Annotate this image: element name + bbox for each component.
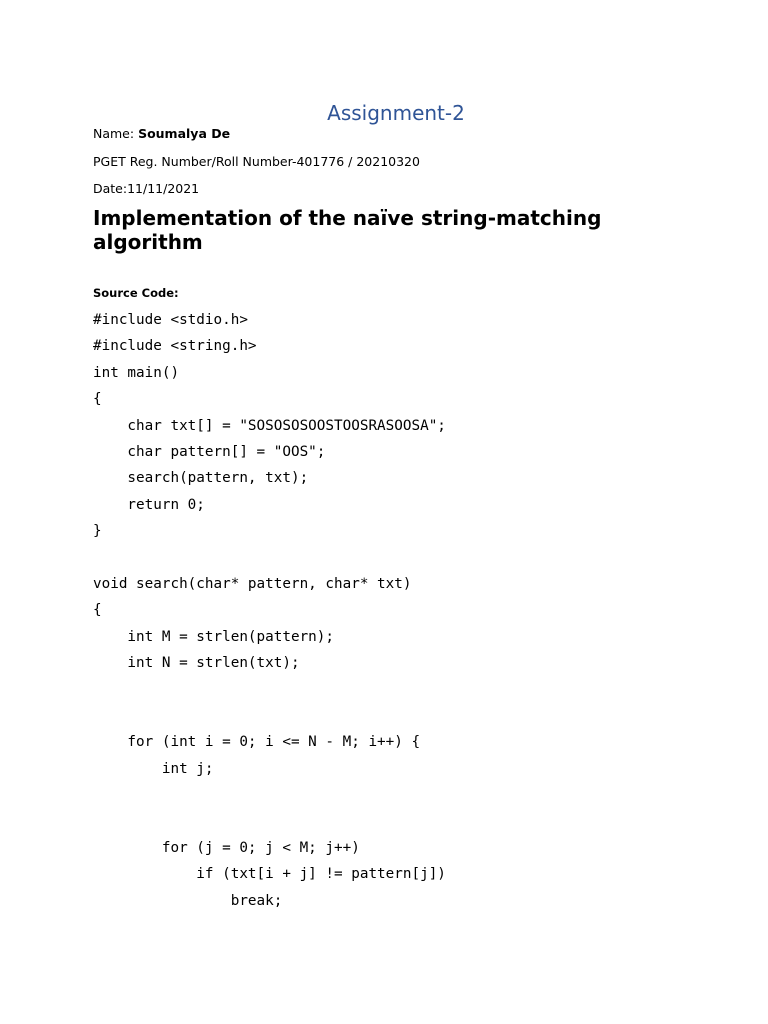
code-line: for (j = 0; j < M; j++) xyxy=(93,839,360,856)
code-line xyxy=(93,703,446,729)
code-line: int j; xyxy=(93,760,214,777)
source-code-block xyxy=(93,307,446,914)
author-name-line xyxy=(93,125,230,143)
code-line: if (txt[i + j] != pattern[j]) xyxy=(93,866,446,883)
name-label: Name: xyxy=(93,126,139,141)
code-line: break; xyxy=(93,892,283,909)
code-line xyxy=(93,808,446,834)
section-heading: Implementation of the naïve string-matching algorithm xyxy=(93,206,602,254)
code-line: #include <stdio.h> xyxy=(93,312,248,328)
code-line: } xyxy=(93,523,102,540)
code-line: { xyxy=(93,391,102,408)
code-line: { xyxy=(93,602,102,619)
code-line: char txt[] = "SOSOSOSOOSTOOSRASOOSA"; xyxy=(93,417,446,434)
code-line: int N = strlen(txt); xyxy=(93,655,300,672)
code-line: int main() xyxy=(93,364,180,381)
code-line: char pattern[] = "OOS"; xyxy=(93,443,326,460)
code-line: void search(char* pattern, char* txt) xyxy=(93,575,412,592)
code-line: search(pattern, txt); xyxy=(93,470,309,487)
author-name: Soumalya De xyxy=(138,126,231,141)
code-line xyxy=(93,545,446,571)
code-line: return 0; xyxy=(93,496,205,513)
code-line xyxy=(93,782,446,808)
code-line: int M = strlen(pattern); xyxy=(93,628,335,645)
source-code-label: Source Code: xyxy=(93,286,179,300)
code-line: #include <string.h> xyxy=(93,338,257,355)
code-line xyxy=(93,676,446,702)
code-line: for (int i = 0; i <= N - M; i++) { xyxy=(93,734,421,751)
document-title: Assignment-2 xyxy=(327,101,465,125)
registration-line: PGET Reg. Number/Roll Number-401776 / 20210320 xyxy=(93,154,420,169)
date-line: Date:11/11/2021 xyxy=(93,181,200,196)
